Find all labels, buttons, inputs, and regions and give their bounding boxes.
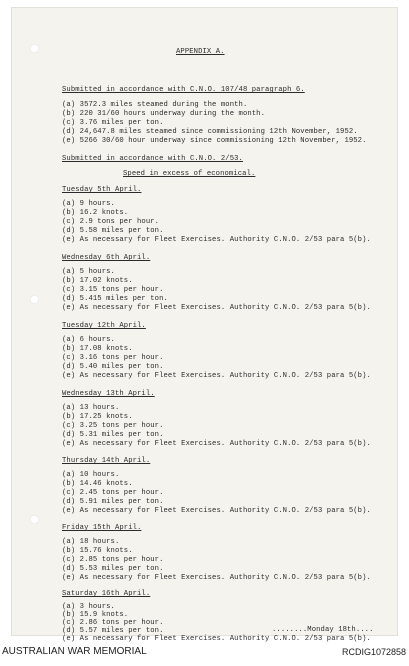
punch-hole bbox=[30, 295, 39, 304]
day-date: Wednesday 6th April. bbox=[62, 254, 151, 262]
day-item: (c) 2.86 tons per hour. bbox=[62, 619, 164, 627]
section1-item: (a) 3572.3 miles steamed during the month. bbox=[62, 101, 248, 109]
day-date: Friday 15th April. bbox=[62, 524, 142, 532]
section1-item: (e) 5266 30/60 hour underway since commissioning 12th November, 1952. bbox=[62, 137, 367, 145]
document-title: APPENDIX A. bbox=[176, 48, 225, 56]
punch-hole bbox=[30, 515, 39, 524]
day-item: (d) 5.53 miles per ton. bbox=[62, 565, 164, 573]
section1-heading: Submitted in accordance with C.N.O. 107/48 paragraph 6. bbox=[62, 86, 305, 94]
day-item: (e) As necessary for Fleet Exercises. Authority C.N.O. 2/53 para 5(b). bbox=[62, 304, 371, 312]
day-item: (d) 5.31 miles per ton. bbox=[62, 431, 164, 439]
punch-hole bbox=[30, 44, 39, 53]
day-item: (b) 17.02 knots. bbox=[62, 277, 133, 285]
day-item: (d) 5.57 miles per ton. bbox=[62, 627, 164, 635]
section2-subheading: Speed in excess of economical. bbox=[123, 170, 256, 178]
day-item: (a) 9 hours. bbox=[62, 200, 115, 208]
day-item: (b) 15.9 knots. bbox=[62, 611, 129, 619]
footer-archive-name: AUSTRALIAN WAR MEMORIAL bbox=[2, 646, 147, 657]
day-item: (c) 3.15 tons per hour. bbox=[62, 286, 164, 294]
day-item: (a) 18 hours. bbox=[62, 538, 120, 546]
day-item: (e) As necessary for Fleet Exercises. Authority C.N.O. 2/53 para 5(b). bbox=[62, 574, 371, 582]
day-item: (a) 3 hours. bbox=[62, 603, 115, 611]
day-item: (e) As necessary for Fleet Exercises. Authority C.N.O. 2/53 para 5(b). bbox=[62, 635, 371, 643]
footer-record-id: RCDIG1072858 bbox=[341, 647, 406, 657]
day-item: (e) As necessary for Fleet Exercises. Authority C.N.O. 2/53 para 5(b). bbox=[62, 440, 371, 448]
section1-item: (b) 220 31/60 hours underway during the month. bbox=[62, 110, 266, 118]
day-item: (e) As necessary for Fleet Exercises. Authority C.N.O. 2/53 para 5(b). bbox=[62, 507, 371, 515]
day-date: Wednesday 13th April. bbox=[62, 390, 155, 398]
section2-heading: Submitted in accordance with C.N.O. 2/53. bbox=[62, 155, 243, 163]
day-item: (c) 2.9 tons per hour. bbox=[62, 218, 160, 226]
day-date: Tuesday 5th April. bbox=[62, 186, 142, 194]
day-item: (b) 14.46 knots. bbox=[62, 480, 133, 488]
day-date: Thursday 14th April. bbox=[62, 457, 151, 465]
day-item: (b) 17.25 knots. bbox=[62, 413, 133, 421]
day-item: (e) As necessary for Fleet Exercises. Authority C.N.O. 2/53 para 5(b). bbox=[62, 372, 371, 380]
day-item: (d) 5.58 miles per ton. bbox=[62, 227, 164, 235]
day-item: (e) As necessary for Fleet Exercises. Authority C.N.O. 2/53 para 5(b). bbox=[62, 236, 371, 244]
day-date: Saturday 16th April. bbox=[62, 590, 151, 598]
day-item: (b) 17.08 knots. bbox=[62, 345, 133, 353]
section1-item: (d) 24,647.8 miles steamed since commissioning 12th November, 1952. bbox=[62, 128, 358, 136]
day-item: (c) 3.16 tons per hour. bbox=[62, 354, 164, 362]
section1-item: (c) 3.76 miles per ton. bbox=[62, 119, 164, 127]
day-item: (d) 5.40 miles per ton. bbox=[62, 363, 164, 371]
day-item: (b) 15.76 knots. bbox=[62, 547, 133, 555]
continuation-note: ........Monday 18th.... bbox=[272, 626, 374, 634]
day-item: (d) 5.91 miles per ton. bbox=[62, 498, 164, 506]
day-item: (a) 10 hours. bbox=[62, 471, 120, 479]
day-item: (c) 3.25 tons per hour. bbox=[62, 422, 164, 430]
day-item: (a) 13 hours. bbox=[62, 404, 120, 412]
day-item: (c) 2.45 tons per hour. bbox=[62, 489, 164, 497]
day-item: (d) 5.415 miles per ton. bbox=[62, 295, 168, 303]
day-item: (a) 6 hours. bbox=[62, 336, 115, 344]
day-item: (c) 2.85 tons per hour. bbox=[62, 556, 164, 564]
day-item: (a) 5 hours. bbox=[62, 268, 115, 276]
day-item: (b) 16.2 knots. bbox=[62, 209, 129, 217]
day-date: Tuesday 12th April. bbox=[62, 322, 146, 330]
